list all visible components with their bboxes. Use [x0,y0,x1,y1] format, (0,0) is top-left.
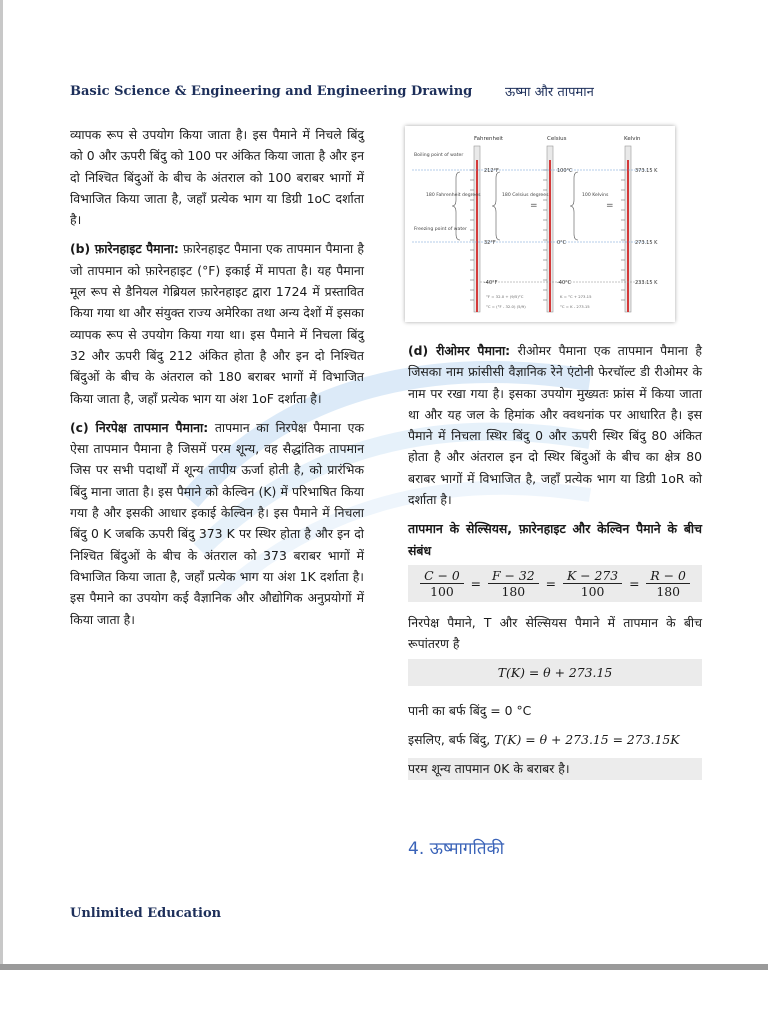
left-column [70,124,364,638]
fahrenheit-heading: (b) फ़ारेनहाइट पैमाना: [70,241,179,257]
celsius-scale-name: Celsius [547,136,567,142]
temperature-scales-figure [412,130,670,318]
formula-note-2: °C = (°F - 32.0) (5/9) [486,304,526,309]
kelvin-brace [570,172,578,240]
absolute-heading: (c) निरपेक्ष तापमान पैमाना: [70,419,209,435]
absolute-conversion-text: निरपेक्ष पैमाने, T और सेल्सियस पैमाने में तापमान के बीच रूपांतरण है [408,614,702,652]
kelvin-mercury [627,160,629,312]
equals-sign-1: = [530,201,538,211]
right-column [408,340,702,788]
therefore-line: इसलिए, बर्फ बिंदु, T(K) = θ + 273.15 = 273.15K [408,732,680,748]
absolute-text: तापमान का निरपेक्ष पैमाना एक ऐसा तापमान पैमाना है जिसमें परम शून्य, वह सैद्धांतिक तापमान जिस पर सभी पदार्थों में शून्य तापीय ऊर्जा होती है, को प्रारंभिक बिंदु माना जाता है। इस पैमाने को केल्विन (K) में परिभाषित किया गया है और इसकी आधार इकाई केल्विन है। इस पैमाने में निचला बिंदु 0 K जबकि ऊपरी बिंदु 373 K पर स्थिर होता है और इन दो निश्चित बिंदुओं के बीच के अंतराल को 373 बराबर भागों में विभाजित किया जाता है, जहाँ प्रत्येक भाग या अंश 1K दर्शाता है। इस पैमाने का उपयोग कई वैज्ञानिक और औद्योगिक अनुप्रयोगों में किया जाता है। [70,419,364,627]
kelvin-scale-name: Kelvin [624,136,641,142]
reaumur-heading: (d) रीओमर पैमाना: [408,343,511,358]
paragraph-fahrenheit [70,238,364,408]
reaumur-text: रीओमर पैमाना एक तापमान पैमाना है जिसका नाम फ्रांसीसी वैज्ञानिक रेने एंटोनी फेरचॉल्ट डी रीओमर के नाम पर रखा गया है। इसका उपयोग मुख्यतः फ्रांस में किया जाता था और यह जल के हिमांक और क्वथनांक पर आधारित है। इस पैमाने में निचला स्थिर बिंदु 0 और ऊपरी स्थिर बिंदु 80 अंकित होता है और अंतराल इन दो स्थिर बिंदुओं के बीच का क्षेत्र 80 बराबर भागों में विभाजित है, जहाँ प्रत्येक भाग या डिग्री 1oR को दर्शाता है। [408,343,702,508]
formula-note-1: °F = 32.0 + (9/5)°C [486,294,524,299]
running-header-title: Basic Science & Engineering and Engineering Drawing [70,84,473,99]
c-freezing-mark: 0°C [557,240,567,246]
c-minus40-mark: -40°C [557,280,572,286]
therefore-equation: T(K) = θ + 273.15 = 273.15K [494,732,680,748]
fahrenheit-interval-label: 180 Fahrenheit degrees [426,193,481,198]
page-left-edge [0,0,3,1024]
f-minus40-mark: -40°F [484,280,498,286]
kelvin-interval-label: 100 Kelvins [582,193,609,198]
paragraph-reaumur [408,340,702,510]
ice-point-text: पानी का बर्फ बिंदु = 0 °C [408,702,532,718]
formula-note-3: K = °C + 273.15 [560,294,592,299]
k-boiling-mark: 373.15 K [635,168,658,174]
absolute-zero-text: परम शून्य तापमान 0K के बराबर है। [408,758,702,779]
freezing-point-label: Freezing point of water [414,227,467,232]
k-minus40-mark: 233.15 K [635,280,658,286]
footer-publisher: Unlimited Education [70,906,222,921]
celsius-interval-label: 180 Celsius degrees [502,193,549,198]
f-boiling-mark: 212°F [484,168,499,174]
fahrenheit-text: फ़ारेनहाइट पैमाना एक तापमान पैमाना है जो तापमान को फ़ारेनहाइट (°F) इकाई में मापता है। यह पैमाना मूल रूप से डैनियल गेब्रियल फ़ारेनहाइट द्वारा 1724 में प्रस्तावित किया गया था और संयुक्त राज्य अमेरिका तथा अन्य देशों में इसका व्यापक रूप से उपयोग किया गया था। इस पैमाने में निचला बिंदु 32 और ऊपरी बिंदु 212 अंकित होता है और इन दो निश्चित बिंदुओं के बीच के अंतराल को 180 बराबर भागों में विभाजित किया जाता है, जहाँ प्रत्येक भाग या अंश 1oF दर्शाता है। [70,241,364,406]
kelvin-conversion-equation: T(K) = θ + 273.15 [408,659,702,686]
k-freezing-mark: 273.15 K [635,240,658,246]
equals-sign-2: = [606,201,614,211]
celsius-mercury [549,160,551,312]
fraction-fahrenheit: $\frac{F - 32}{180}$ [488,568,539,599]
fahrenheit-scale-name: Fahrenheit [474,136,504,142]
paragraph-celsius-end: व्यापक रूप से उपयोग किया जाता है। इस पैमाने में निचले बिंदु को 0 और ऊपरी बिंदु को 100 पर अंकित किया जाता है और इन दो निश्चित बिंदुओं के बीच के अंतराल को 100 बराबर भागों में विभाजित किया जाता है, जहाँ प्रत्येक भाग या डिग्री 1oC दर्शाता है। [70,127,364,228]
relation-heading: तापमान के सेल्सियस, फ़ारेनहाइट और केल्विन पैमाने के बीच संबंध [408,521,702,558]
boiling-point-label: Boiling point of water [414,153,464,158]
c-boiling-mark: 100°C [557,168,573,174]
celsius-brace [492,172,500,240]
page-bottom-margin [0,970,768,1024]
fraction-celsius: $\frac{C - 0}{100}$ [420,568,464,599]
fahrenheit-mercury [476,160,478,312]
running-header-chapter: ऊष्मा और तापमान [505,85,594,100]
paragraph-absolute [70,417,364,630]
scale-relation-equation: $\frac{C - 0}{100}$ = $\frac{F - 32}{180}$ = $\frac{K - 273}{100}$ = $\frac{R - 0}{180}$ [408,565,702,602]
f-freezing-mark: 32°F [484,240,496,246]
formula-note-4: °C = K - 273.15 [560,304,590,309]
fraction-kelvin: $\frac{K - 273}{100}$ [563,568,622,599]
section-heading-thermodynamics: 4. ऊष्मागतिकी [408,839,505,859]
fraction-reaumur: $\frac{R - 0}{180}$ [646,568,689,599]
